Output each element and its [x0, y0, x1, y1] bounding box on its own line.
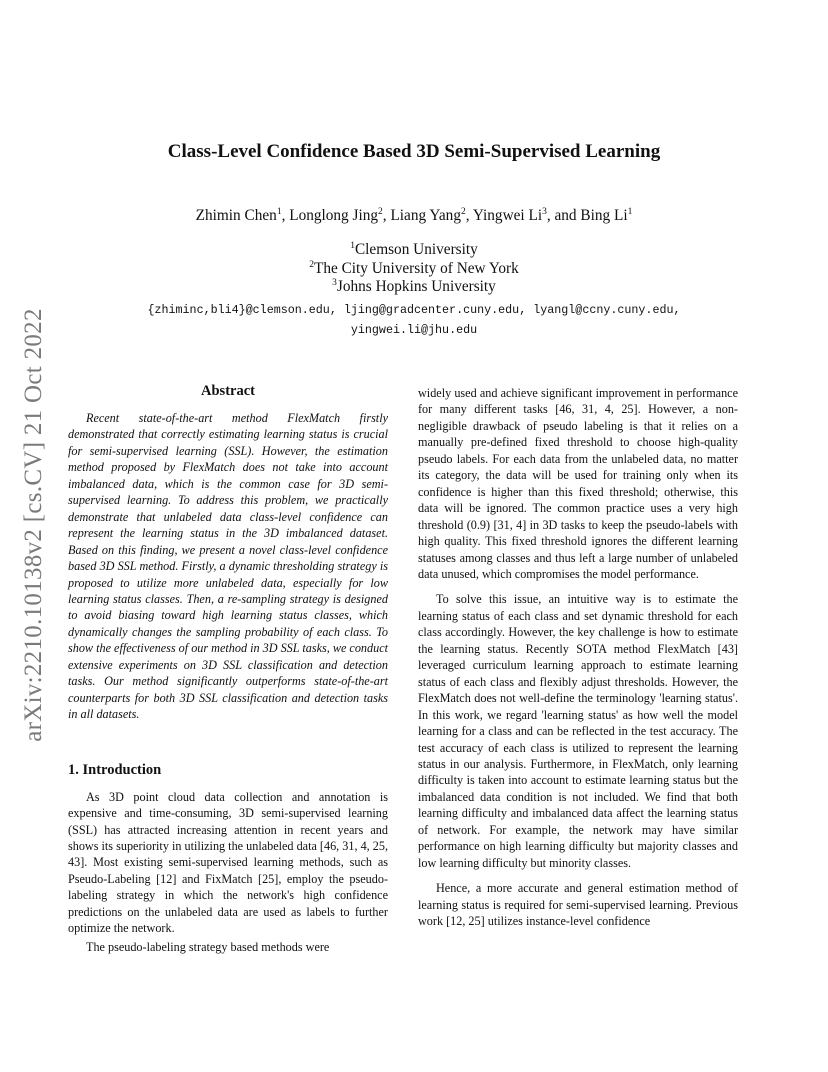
email-list: [0, 300, 828, 340]
intro-paragraph: To solve this issue, an intuitive way is to estimate the learning status of each class and set dynamic threshold for each class accordingly. However, the key challenge is how to estimate the learning status. Recently SOTA method FlexMatch [43] leveraged curriculum learning approach to estimate learning status of each class and flexibly adjust thresholds. However, the FlexMatch does not well-define the terminology 'learning status'. In this work, we regard 'learning status' as how well the model learning for a class and can be reflected in the test accuracy. The test accuracy of each class is utilized to represent the learning status in our analysis. Furthermore, in FlexMatch, only learning difficulty is taken into account to estimate learning status but the imbalanced data condition is not included. We find that both learning difficulty and imbalanced data affect the learning status of network. For example, the network may have similar performance on high learning difficulty but majority classes and low learning difficulty but minority classes.: [418, 592, 738, 870]
email-line: {zhiminc,bli4}@clemson.edu, ljing@gradcenter.cuny.edu, lyangl@ccny.cuny.edu,: [147, 303, 681, 317]
affiliation: $^1$Clemson University: [350, 240, 478, 258]
author: Bing Li$^1$: [580, 206, 633, 224]
author-list: Zhimin Chen$^1$, Longlong Jing$^2$, Liang Yang$^2$, Yingwei Li$^3$, and Bing Li$^1$: [195, 206, 633, 224]
intro-paragraph: Hence, a more accurate and general estimation method of learning status is required for semi-supervised learning. Previous work [12, 25] utilizes instance-level confidence: [418, 881, 738, 929]
author: Longlong Jing$^2$: [289, 206, 383, 224]
arxiv-id-text: arXiv:2210.10138v2 [cs.CV] 21 Oct 2022: [20, 308, 48, 742]
author: Liang Yang$^2$: [390, 206, 466, 224]
affiliation-list: [0, 241, 828, 297]
intro-paragraph: The pseudo-labeling strategy based methods were: [86, 939, 330, 954]
right-column: [418, 385, 738, 930]
introduction-heading: 1. Introduction: [68, 761, 162, 778]
intro-paragraph: As 3D point cloud data collection and annotation is expensive and time-consuming, 3D semi-supervised learning (SSL) has attracted increasing attention in recent years and shows its superiority in utilizing the unlabeled data [46, 31, 4, 25, 43]. Most existing semi-supervised learning methods, such as Pseudo-Labeling [12] and FixMatch [25], employ the pseudo-labeling strategy in which the network's high confidence predictions on the unlabeled data are used as labels to further optimize the network.: [68, 789, 388, 936]
intro-paragraph: widely used and achieve significant improvement in performance for many different tasks [46, 31, 4, 25]. However, a non-negligible drawback of pseudo labeling is that it relies on a manually pre-defined fixed threshold to choose high-quality pseudo labels. For each data from the unlabeled data, no matter its category, the data will be used for training only when its confidence is higher than this fixed threshold; otherwise, this data will be ignored. The common practice uses a very high threshold (0.9) [31, 4] in 3D tasks to keep the pseudo-labels with high quality. This fixed threshold ignores the different learning statuses among classes and thus left a large number of unlabeled data unused, which compromises the model performance.: [418, 386, 738, 581]
paper-title: Class-Level Confidence Based 3D Semi-Supervised Learning: [167, 141, 661, 162]
abstract-text: Recent state-of-the-art method FlexMatch firstly demonstrated that correctly estimating learning status is crucial for semi-supervised learning (SSL). However, the estimation method proposed by FlexMatch does not take into account imbalanced data, which is the common case for 3D semi-supervised learning. To address this problem, we practically demonstrate that unlabeled data class-level confidence can represent the learning status in the 3D imbalanced dataset. Based on this finding, we present a novel class-level confidence based 3D SSL method. Firstly, a dynamic thresholding strategy is proposed to utilize more unlabeled data, especially for low learning status classes. Then, a re-sampling strategy is designed to avoid biasing toward high learning status classes, which dynamically changes the sampling probability of each class. To show the effectiveness of our method in 3D SSL tasks, we conduct extensive experiments on 3D SSL classification and detection tasks. Our method significantly outperforms state-of-the-art counterparts for both 3D SSL classification and detection tasks in all datasets.: [68, 411, 388, 722]
arxiv-watermark: [12, 290, 56, 760]
email-line: yingwei.li@jhu.edu: [350, 323, 478, 337]
left-column: [68, 382, 388, 955]
affiliation: $^3$Johns Hopkins University: [332, 277, 496, 295]
author: Zhimin Chen$^1$: [195, 206, 282, 224]
affiliation: $^2$The City University of New York: [309, 259, 519, 277]
abstract-heading: Abstract: [201, 383, 255, 399]
author: Yingwei Li$^3$: [472, 206, 547, 224]
